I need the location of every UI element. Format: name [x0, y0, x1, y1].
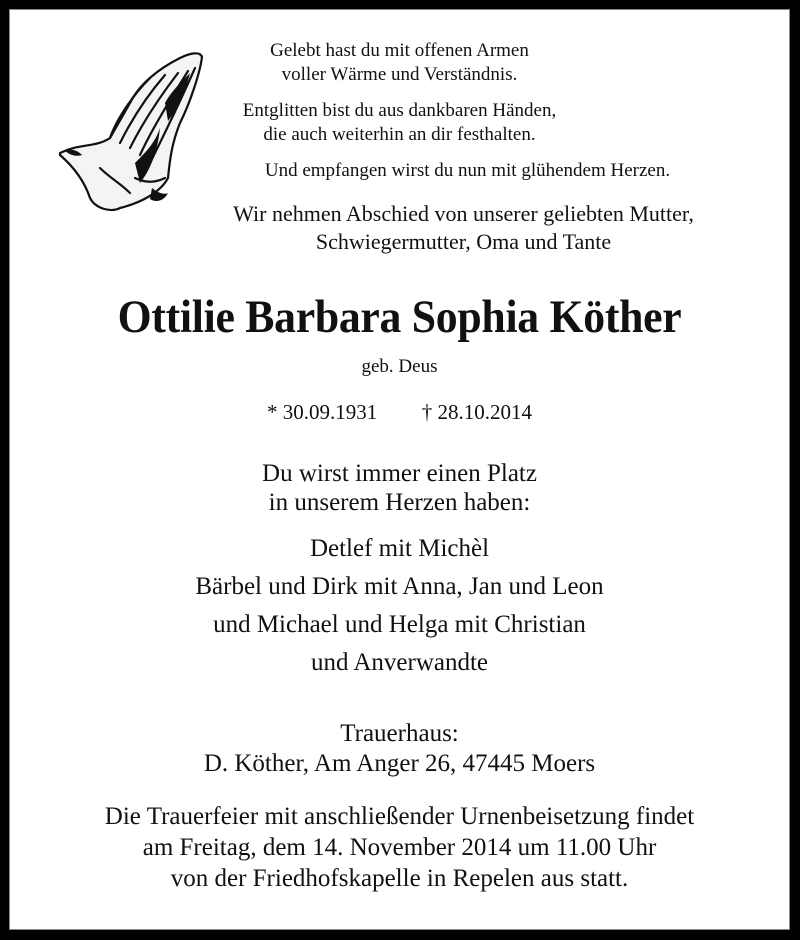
poem-line: Und empfangen wirst du nun mit glühendem Herzen. — [264, 160, 671, 181]
death-date: † 28.10.2014 — [421, 400, 532, 424]
farewell-line: Wir nehmen Abschied von unserer geliebten Mutter, — [233, 201, 694, 226]
obituary-notice — [9, 9, 790, 930]
mourning-house-address: D. Köther, Am Anger 26, 47445 Moers — [203, 750, 596, 777]
poem-line: Gelebt hast du mit offenen Armen — [270, 40, 529, 61]
mourner-line: und Michael und Helga mit Christian — [213, 611, 586, 638]
poem-line: die auch weiterhin an dir festhalten. — [263, 124, 536, 145]
remembrance-line: Du wirst immer einen Platz — [262, 460, 537, 487]
life-dates — [10, 400, 789, 425]
service-line: von der Friedhofskapelle in Repelen aus statt. — [170, 865, 629, 892]
mourner-line: Detlef mit Michèl — [309, 535, 490, 562]
mourner-line: Bärbel und Dirk mit Anna, Jan und Leon — [195, 573, 604, 600]
farewell-line: Schwiegermutter, Oma und Tante — [315, 229, 612, 254]
mourning-house-label: Trauerhaus: — [340, 720, 459, 747]
maiden-name: geb. Deus — [361, 356, 438, 377]
service-line: am Freitag, dem 14. November 2014 um 11.00 Uhr — [142, 834, 657, 861]
poem-line: voller Wärme und Verständnis. — [281, 64, 518, 85]
deceased-name: Ottilie Barbara Sophia Köther — [117, 291, 682, 343]
service-line: Die Trauerfeier mit anschließender Urnenbeisetzung findet — [104, 803, 695, 830]
birth-date: * 30.09.1931 — [267, 400, 378, 424]
poem-line: Entglitten bist du aus dankbaren Händen, — [242, 100, 557, 121]
remembrance-line: in unserem Herzen haben: — [268, 489, 531, 516]
mourner-line: und Anverwandte — [310, 649, 489, 676]
